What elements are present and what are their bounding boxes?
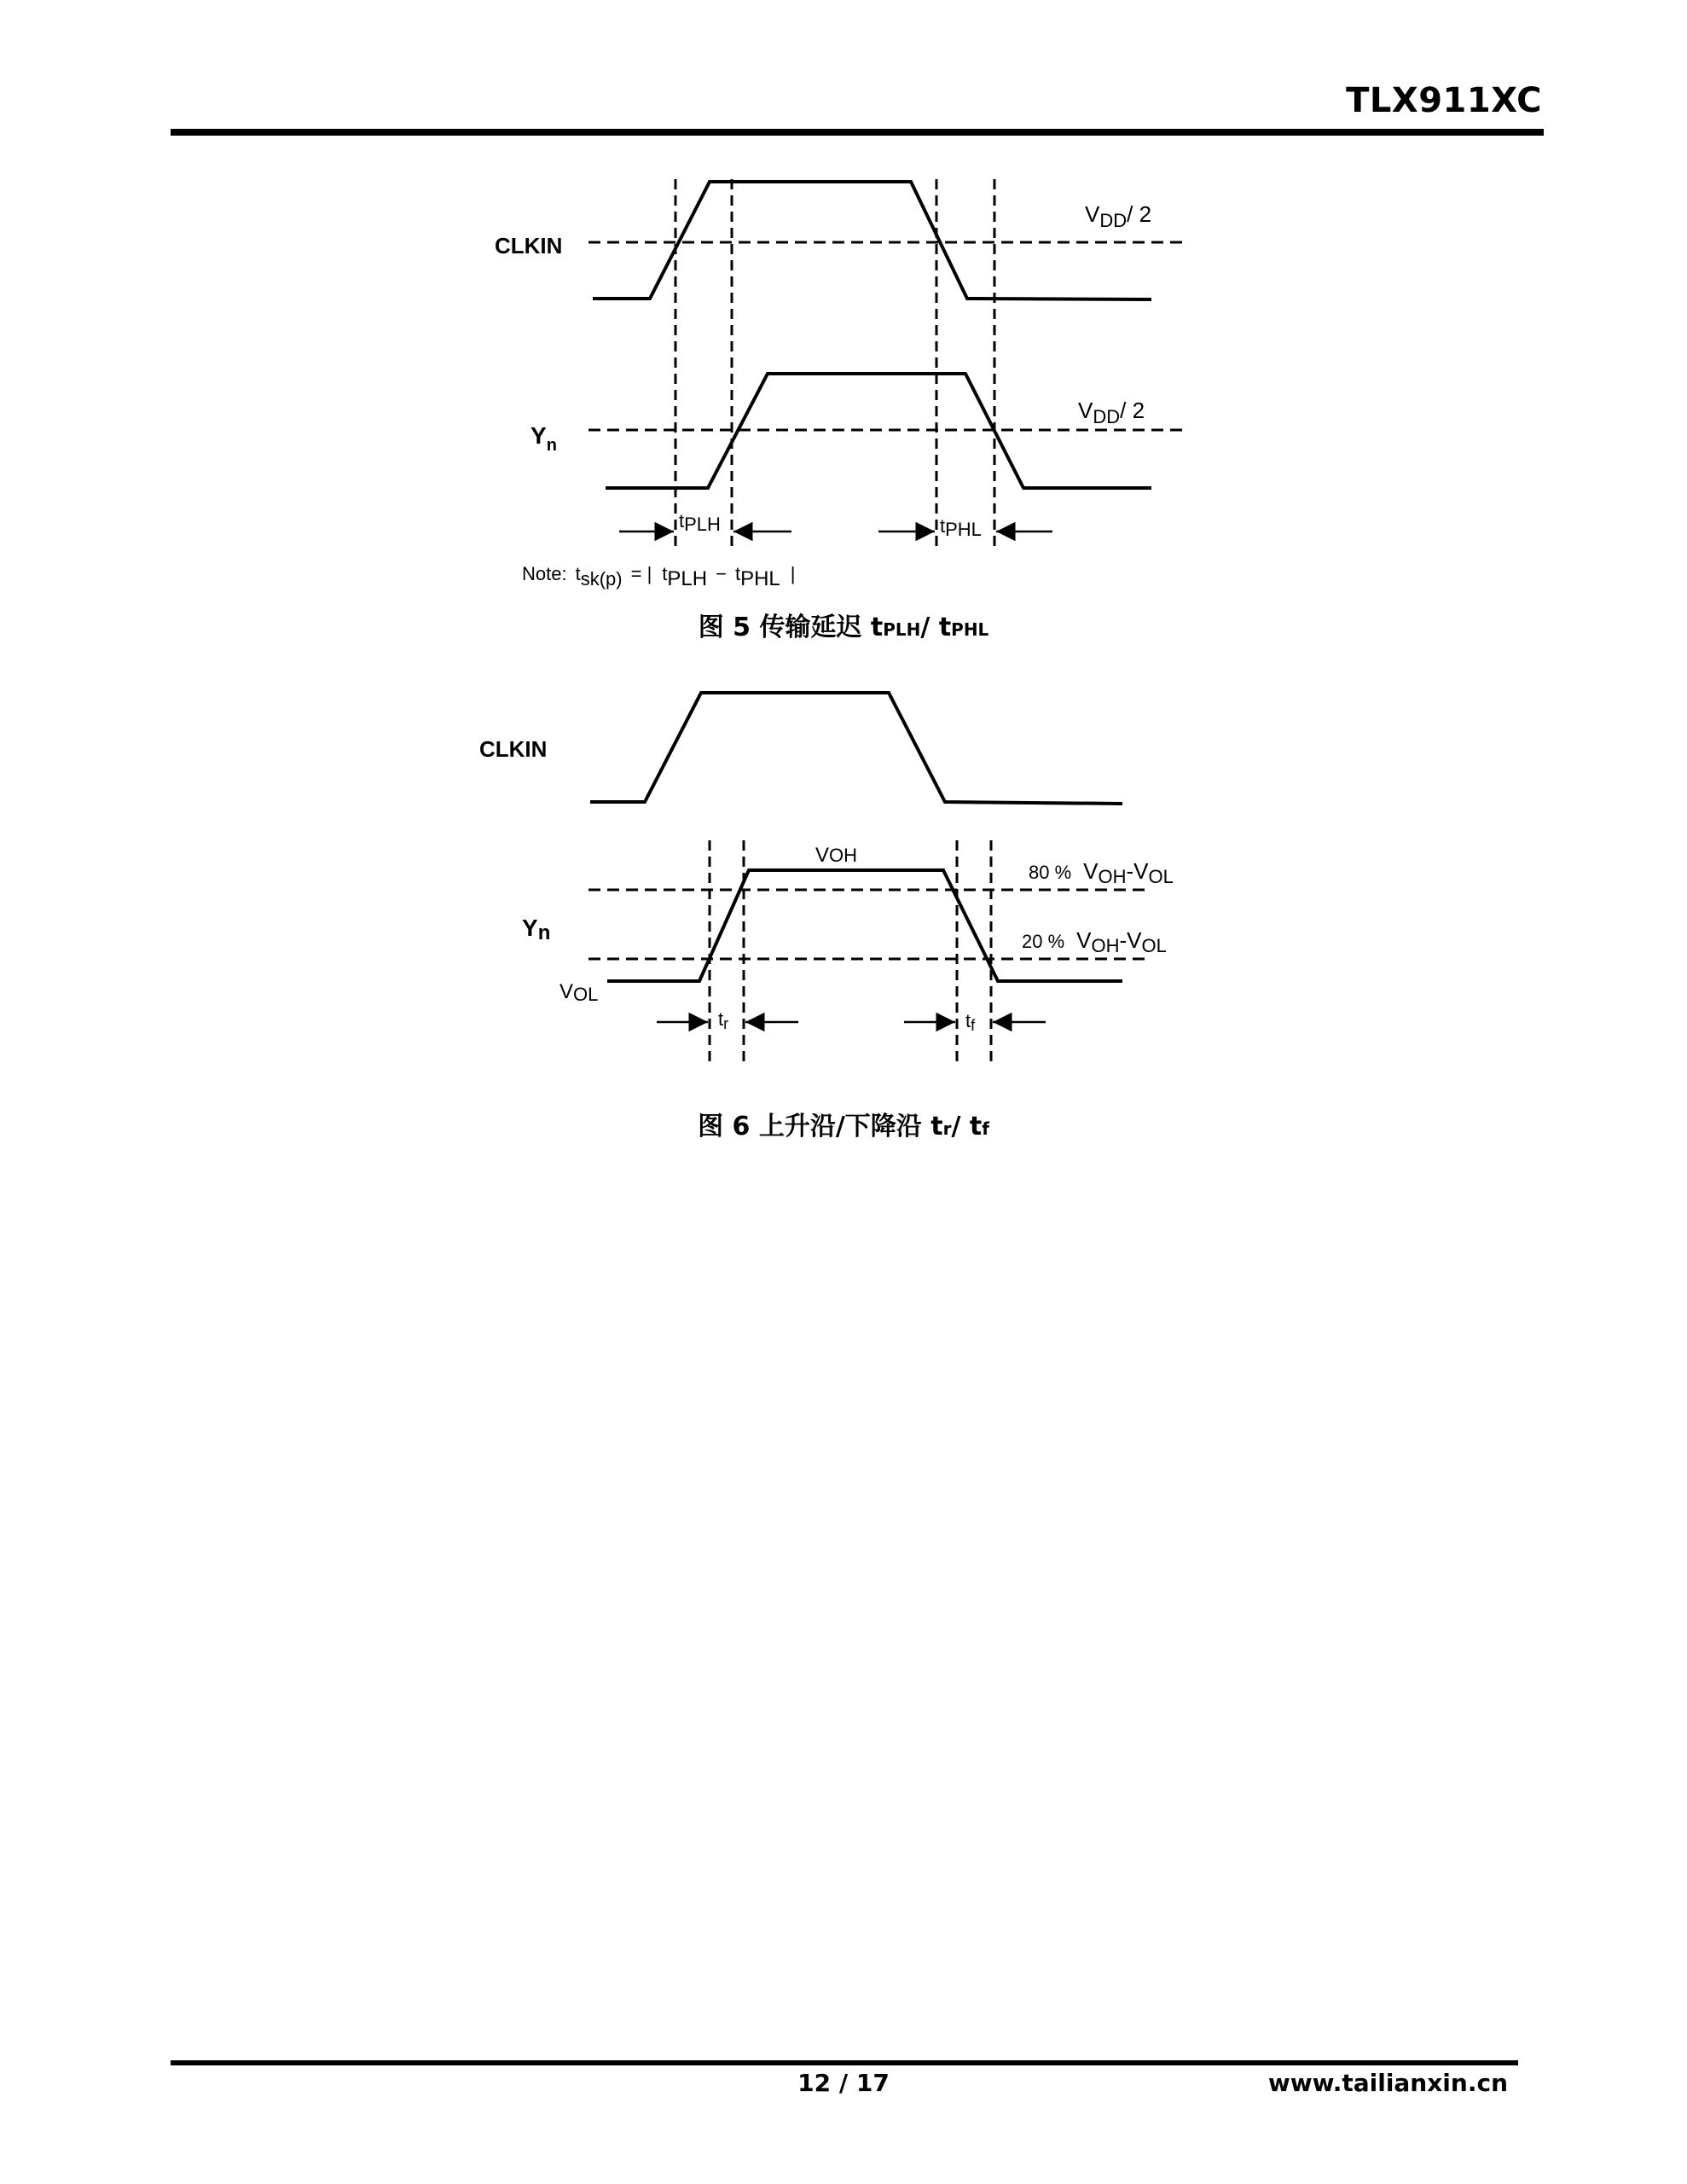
fig5-clk-ref-label: $V_{DD}/$ 2 xyxy=(1085,201,1152,231)
fig6-y-waveform xyxy=(607,870,1122,981)
fig5-tplh-label: tPLH xyxy=(679,510,721,535)
fig6-vertical-markers xyxy=(710,840,991,1066)
figure-5 xyxy=(495,179,1186,642)
fig6-tr-label: tr xyxy=(718,1008,729,1032)
fig5-vertical-markers xyxy=(675,179,994,550)
footer-website: www.tailianxin.cn xyxy=(1267,2069,1508,2097)
fig6-tf-label: tf xyxy=(965,1010,976,1034)
fig6-20pct-label: 20 % VOH-VOL xyxy=(1022,927,1167,956)
document-title: TLX911XC xyxy=(1346,81,1542,120)
figure-6 xyxy=(479,693,1174,1141)
fig5-clk-label: CLKIN xyxy=(495,233,563,258)
fig5-y-ref-label: $V_{DD}/$ 2 xyxy=(1078,398,1145,427)
fig6-voh-label: VOH xyxy=(815,844,858,867)
fig6-clk-waveform xyxy=(590,693,1122,804)
fig6-clk-label: CLKIN xyxy=(479,736,548,762)
fig6-caption: 图 6 上升沿/下降沿 tr/ tf xyxy=(698,1112,989,1141)
fig5-y-label: $Y_n$ xyxy=(530,422,557,455)
fig5-tphl-label: tPHL xyxy=(940,515,982,540)
fig6-y-label: Yn xyxy=(522,915,551,944)
footer-rule xyxy=(171,2060,1518,2065)
fig5-note: Note: tsk(p) = | tPLH − tPHL | xyxy=(522,563,796,590)
fig6-vol-label: VOL xyxy=(559,980,599,1005)
fig6-80pct-label: 80 % VOH-VOL xyxy=(1029,858,1174,887)
fig5-caption: 图 5 传输延迟 tPLH/ tPHL xyxy=(698,613,989,642)
page-number: 12 / 17 xyxy=(797,2069,890,2097)
